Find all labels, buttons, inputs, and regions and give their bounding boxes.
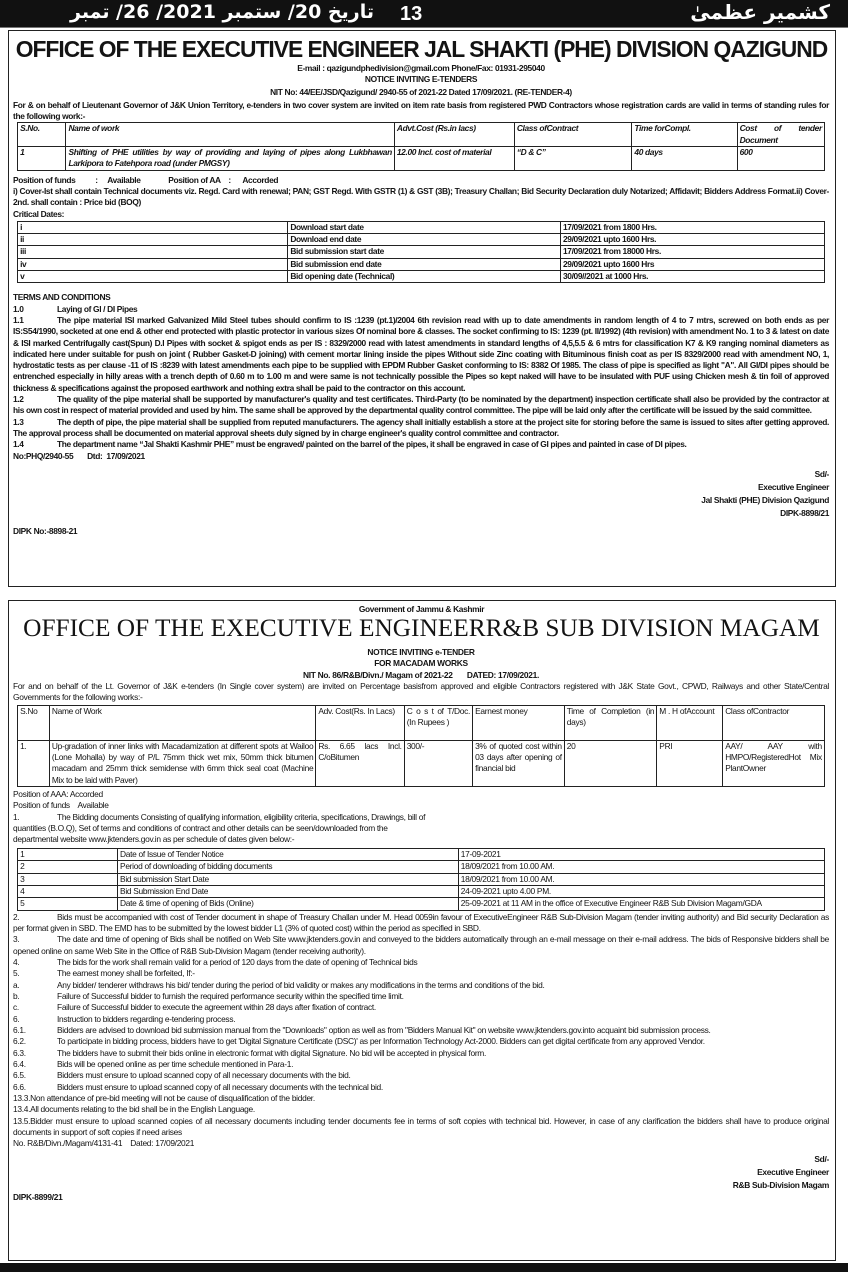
signature-office: R&B Sub-Division Magam [732,1179,829,1190]
table-cell: Cost of tender Document [737,123,824,147]
cover-text: i) Cover-Ist shall contain Technical documents viz. Regd. Card with renewal; PAN; GST Regd. With GSTR (1) & GST (3B); Treasury Challan; Bid Security Declaration duly Notarized; Affidavit; Bidders Address Format.ii) Cover-2nd. shall contain : Price bid (BOQ) [13,185,829,208]
table-cell: Date & time of opening of Bids (Online) [118,898,459,910]
clause-text: Failure of Successful bidder to execute the agreement within 28 days after fixation of contract. [57,1002,376,1013]
clause-text: Bids must be accompanied with cost of Tender document in shape of Treasury Challan under M. Head 0059in favour of ExecutiveEngineer R&B Sub-Division Magam (tender inviting authority) and Bid security Declaration as per format given in SBD. The EMD has to be submitted by the lowest bidder L1 (3% of quoted cost) within the period as specified in SBD. [13,911,829,933]
clause-number: 6. [13,1013,20,1024]
table-cell: i [18,221,288,233]
clause-item [13,1104,829,1115]
clause-1 [13,812,829,823]
clause-1-line-3: departmental website www.jktenders.gov.in as per schedule of dates given below:- [13,834,295,845]
table-row [18,861,825,873]
clause-item [13,315,829,394]
urdu-date: تاریخ 20/ ستمبر 2021/ 26/ تمبر [70,1,374,23]
table-cell: 12.00 Incl. cost of material [394,147,514,171]
page-number: 13 [400,3,423,25]
table-cell: Time forCompl. [632,123,737,147]
clause-text: 13.3.Non attendance of pre-bid meeting will not be cause of disqualification of the bidder. [13,1093,315,1104]
table-cell: Download start date [288,221,561,233]
clause-number: b. [13,990,20,1001]
clause-item [13,304,829,315]
table-cell: 1 [18,147,66,171]
clause-item [13,957,829,968]
clause-text: Bidders must ensure to upload scanned copy of all necessary documents with the technical bid. [57,1081,383,1092]
table-cell: Shifting of PHE utilities by way of providing and laying of pipes along Lukbhawan Larkipora to Fatehpora road (under PMGSY) [66,147,394,171]
signature-office: Jal Shakti (PHE) Division Qazigund [701,494,829,505]
intro-paragraph: For & on behalf of Lieutenant Governor of J&K Union Territory, e-tenders in two cover system are invited on item rate basis from registered PWD Contractors whose registration cards are valid in terms of standing rules for the following work:- [13,99,829,122]
clause-text: 13.5.Bidder must ensure to upload scanned copies of all necessary documents including tender documents fee in terms of soft copies with technical bid. However, in case of any clarification the bidders shall have to produce original documents in support of soft copies if need arises [13,1115,829,1138]
table-cell: ii [18,234,288,246]
clause-number: 1.4 [13,439,24,450]
funds-position: Position of funds Available [13,800,109,811]
clause-text: Bidders are advised to download bid submission manual from the "Downloads" option as well as from "Bidders Manual Kit" on website www.jktenders.gov.into acquaint bid submission process. [57,1024,711,1035]
table-cell: Bid Submission End Date [118,885,459,897]
newspaper-masthead-logo: کشمیر عظمیٰ [690,0,830,24]
signature-designation: Executive Engineer [757,1166,829,1177]
signature-designation: Executive Engineer [758,481,829,492]
clauses-list [13,912,829,1139]
signature-sd: Sd/- [814,1153,829,1164]
clause-text: Bidders must ensure to upload scanned copy of all necessary documents with the bid. [57,1070,351,1081]
table-cell: Name of work [66,123,394,147]
clause-number: 3. [13,934,20,945]
contact-line: E-mail : qazigundphedivision@gmail.com Phone/Fax: 01931-295040 [297,63,545,73]
clause-number: 1.1 [13,314,24,325]
work-table [17,122,825,170]
clause-text: The quality of the pipe material shall be supported by manufacturer's quality and test certificates. Third-Party (to be nominated by the department) inspection certificate shall also be provided by the contractor at his own cost in respect of material provided and used by him. The same shall be approved by the departmental quality control committee. The pipe will be laid only after the certificate will be issued by the said committee. [13,394,829,416]
table-cell: Bid submission Start Date [118,873,459,885]
table-cell: Time of Completion (in days) [564,705,657,740]
reference-line [13,451,829,462]
clause-item [13,1070,829,1081]
clause-item [13,1093,829,1104]
table-cell: 17/09/2021 from 18000 Hrs. [560,246,824,258]
aaa-position: Position of AAA: Accorded [13,789,103,800]
clause-item [13,1014,829,1025]
tender-notice-rnb-magam [8,600,836,1261]
table-cell: 300/- [404,740,472,786]
table-cell: 29/09/2021 upto 1600 Hrs. [560,234,824,246]
clause-number: 1.0 [13,303,24,314]
table-cell: C o s t of T/Doc.(In Rupees ) [404,705,472,740]
table-cell: 17/09/2021 from 1800 Hrs. [560,221,824,233]
table-cell: Date of Issue of Tender Notice [118,848,459,860]
clause-item [13,1082,829,1093]
table-cell: 29/09/2021 upto 1600 Hrs [560,258,824,270]
table-cell: Rs. 6.65 lacs Incl. C/oBitumen [316,740,404,786]
clause-item [13,1116,829,1139]
clause-number: 6.3. [13,1047,26,1058]
terms-heading: TERMS AND CONDITIONS [13,292,111,303]
critical-dates-label: Critical Dates: [13,208,65,219]
funds-label: Position of funds [13,174,76,185]
clause-item [13,991,829,1002]
clause-item [13,1036,829,1047]
reference-line: No. R&B/Divn./Magam/4131-41 Dated: 17/09/2021 [13,1138,195,1149]
clause-number: 4. [13,956,20,967]
clause-number: 2. [13,911,20,922]
schedule-table [17,848,825,911]
table-cell: 18/09/2021 from 10.00 AM. [458,861,824,873]
clause-number: 1. [13,811,20,822]
table-cell: Up-gradation of inner links with Macadamization at different spots at Wailoo (Lone Mohalla) by way of P/L 75mm thick wet mix, 50mm thick bitumen macadam and 25mm thick semidense with 6mm thick seal coat (Machine Mix to be laid with Paver) [49,740,315,786]
government-label: Government of Jammu & Kashmir [358,604,485,614]
table-cell: AAY/ AAY with HMPO/RegisteredHot Mix PlantOwner [723,740,825,786]
clause-text: Bids will be opened online as per time schedule mentioned in Para-1. [57,1059,294,1069]
clause-number: 6.6. [13,1081,26,1092]
table-cell: Class ofContractor [723,705,825,740]
clause-1-line-2: quantities (B.O.Q), Set of terms and conditions of contract and other details can be seen/downloaded from the [13,823,388,834]
table-cell: 5 [18,898,118,910]
clause-text: Any bidder/ tenderer withdraws his bid/ tender during the period of bid validity or makes any modifications in the terms and conditions of the bid. [57,979,545,990]
clause-number: 1.2 [13,394,24,405]
clause-text: To participate in bidding process, bidders have to get 'Digital Signature Certificate (DSC)' as per Information Technology Act-2000. Bidders can get digital certificate from any approved Vendor. [57,1036,705,1047]
table-cell: 20 [564,740,657,786]
table-row [18,234,825,246]
clause-item [13,417,829,440]
aa-label: Position of AA [168,174,221,185]
table-cell: 4 [18,885,118,897]
clause-text: The Bidding documents Consisting of qualifying information, eligibility criteria, specifications, Drawings, bill of [57,811,426,822]
table-cell: 40 days [632,147,737,171]
table-row [18,898,825,910]
signature-dipk: DIPK-8898/21 [780,507,829,518]
table-cell: 30/09//2021 at 1000 Hrs. [560,271,824,283]
table-cell: iii [18,246,288,258]
clause-number: 6.5. [13,1070,26,1081]
intro-paragraph: For and on behalf of the Lt. Governor of J&K e-tenders (In Single cover system) are invited on Percentage basisfrom approved and eligible Contractors registered with J&K State Govt., CPWD, Railways and other State/Central Governments for the following works:- [13,681,829,703]
clause-number: c. [13,1002,19,1013]
clause-item [13,912,829,935]
aa-value: Accorded [242,174,279,185]
table-row [18,848,825,860]
dipk-number: DIPK-8899/21 [13,1191,63,1202]
table-row [18,246,825,258]
nit-number: NIT No: 44/EE/JSD/Qazigund/ 2940-55 of 2021-22 Dated 17/09/2021. (RE-TENDER-4) [270,86,572,97]
clause-number: 6.2. [13,1036,26,1047]
table-cell: S.No [18,705,50,740]
notice-heading: NOTICE INVITING E-TENDERS [364,74,478,85]
table-header-row [18,705,825,740]
notice-title: OFFICE OF THE EXECUTIVE ENGINEER JAL SHAKTI (PHE) DIVISION QAZIGUND [15,36,828,62]
nit-number: NIT No. 86/R&B/Divn./ Magam of 2021-22 DATED: 17/09/2021. [303,669,539,680]
clause-text: The earnest money shall be forfeited, If:- [57,968,195,979]
table-cell: 17-09-2021 [458,848,824,860]
table-cell: Period of downloading of bidding documents [118,861,459,873]
table-row [18,873,825,885]
table-header-row [18,123,825,147]
clause-text: The department name “Jal Shakti Kashmir PHE” must be engraved/ painted on the barrel of the pipes, it shall be engraved in case of GI pipes and painted in case of DI pipes. [57,439,687,450]
newspaper-header-bar [0,0,848,28]
table-row [18,885,825,897]
table-cell: 25-09-2021 at 11 AM in the office of Executive Engineer R&B Sub Division Magam/GDA [458,898,824,910]
clause-number: 6.1. [13,1024,26,1035]
table-cell: 1 [18,848,118,860]
clause-number: 1.3 [13,416,24,427]
signature-sd: Sd/- [814,468,829,479]
table-row [18,221,825,233]
table-cell: 18/09/2021 from 10.00 AM. [458,873,824,885]
table-cell: Earnest money [473,705,565,740]
table-cell: Adv. Cost(Rs. In Lacs) [316,705,404,740]
notice-body [13,63,829,537]
clause-item [13,1025,829,1036]
funds-line: Position of funds : Available Position of AA : Accorded [13,174,279,185]
clause-item [13,1002,829,1013]
clause-text: The depth of pipe, the pipe material shall be supplied from reputed manufacturers. The agency shall initially establish a store at the project site for storing before the same is issued to sites after getting approved. The approval process shall be documented on material approval sheets duly signed by in charge engineer's quality control committee and contractor. [13,416,829,438]
table-cell: Bid submission end date [288,258,561,270]
table-cell: 3% of quoted cost within 03 days after opening of financial bid [473,740,565,786]
clause-item [13,980,829,991]
clause-item [13,934,829,957]
table-cell: Download end date [288,234,561,246]
clause-item [13,1059,829,1070]
work-table [17,705,825,787]
table-row [18,271,825,283]
reference-number: No:PHQ/2940-55 [13,450,74,461]
table-row [18,147,825,171]
clause-item [13,968,829,979]
clause-number: 5. [13,968,20,979]
funds-value: Available [107,174,141,185]
table-row [18,258,825,270]
table-cell: Name of Work [49,705,315,740]
page-bottom-bar [0,1263,848,1272]
table-cell: 3 [18,873,118,885]
signature-block [13,1153,829,1192]
table-cell: PRI [657,740,723,786]
clause-text: The date and time of opening of Bids shall be notified on Web Site www.jktenders.gov.in and conveyed to the bidders automatically through an e-mail message on their e-mail address. The bids of Responsive bidders shall be opened online on same Web Site in the Office of R&B Sub-Division Magam (tender receiving authority). [13,934,829,956]
table-cell: Bid submission start date [288,246,561,258]
critical-dates-table [17,221,825,283]
signature-block [13,468,829,520]
table-cell: iv [18,258,288,270]
table-cell: v [18,271,288,283]
notice-subheading: FOR MACADAM WORKS [374,658,468,669]
clause-text: The bids for the work shall remain valid for a period of 120 days from the date of opening of Technical bids [57,956,418,967]
table-cell: 24-09-2021 upto 4.00 PM. [458,885,824,897]
table-cell: 600 [737,147,824,171]
clause-text: Instruction to bidders regarding e-tendering process. [57,1013,236,1024]
clause-text: The bidders have to submit their bids online in electronic format with digital Signature. No bid will be accepted in physical form. [57,1047,487,1058]
clause-item [13,439,829,450]
table-cell: Class ofContract [514,123,632,147]
reference-date: Dtd: 17/09/2021 [87,450,145,461]
table-cell: Bid opening date (Technical) [288,271,561,283]
clause-text: Laying of GI / DI Pipes [57,303,138,314]
table-cell: Advt.Cost (Rs.in lacs) [394,123,514,147]
clause-item [13,394,829,417]
clause-text: The pipe material ISI marked Galvanized Mild Steel tubes should confirm to IS :1239 (pt.1)/2004 6th revision read with up to date amendments in random length of 4 to 7 mtrs, screwed on both ends as per IS:S54/1990, socketed at one end & other end protected with plastic protector in various sizes Of nominal bore & classes. The socket confirming to IS: 1239 (pt. II/1992) (4th revision) with amendment No. 1 to 3 & latest on date & ISI marked Centrifugally cast(Spun) D.I Pipes with socket & spigot ends as per IS : 8329/2000 read with latest amendments in standard lengths of 4,5,5.5 & 6 mtrs for classification K7 & K9 ranging nominal diameters as indicated here under suitable for push on joint ( Rubber Gasket-D joining) with cement mortar lining inside the pipes Without side Zinc coating with Bituminous finish coat as per IS 8329/2000 read with amendment NO, 1, hydrostatic tests as per clause -11 of IS :8239 with latest amendments each pipe to be supplied with EPDM Rubber Gasket conforming to IS: 8382 Of 1985. The class of pipe is specified as light "A". All GI/DI pipes should be entrenched especially in hilly areas with a trench depth of 0.60 m to 1.00 m and were same is not technically possible the Pipes so kept naked will have to be insulated with PUF using Chicken mesh & tin foil of approved thickness & specifications against the proposed earthwork and nothing extra shall be paid to the contractor on this account. [13,314,829,393]
terms-list [13,304,829,451]
notice-title: OFFICE OF THE EXECUTIVE ENGINEERR&B SUB DIVISION MAGAM [23,614,820,642]
notice-heading: NOTICE INVITING e-TENDER [367,647,475,657]
clause-text: Failure of Successful bidder to furnish the required performance security within the specified time limit. [57,990,404,1001]
clause-number: 6.4. [13,1059,26,1069]
notice-body [13,647,829,1203]
table-cell: 2 [18,861,118,873]
table-cell: “D & C” [514,147,632,171]
table-cell: S.No. [18,123,66,147]
clause-text: 13.4.All documents relating to the bid shall be in the English Language. [13,1104,255,1115]
table-cell: 1. [18,740,50,786]
clause-number: a. [13,979,20,990]
dipk-number: DIPK No:-8898-21 [13,525,78,536]
table-row [18,740,825,786]
table-cell: M . H ofAccount [657,705,723,740]
tender-notice-phe-qazigund [8,30,836,587]
clause-item [13,1048,829,1059]
